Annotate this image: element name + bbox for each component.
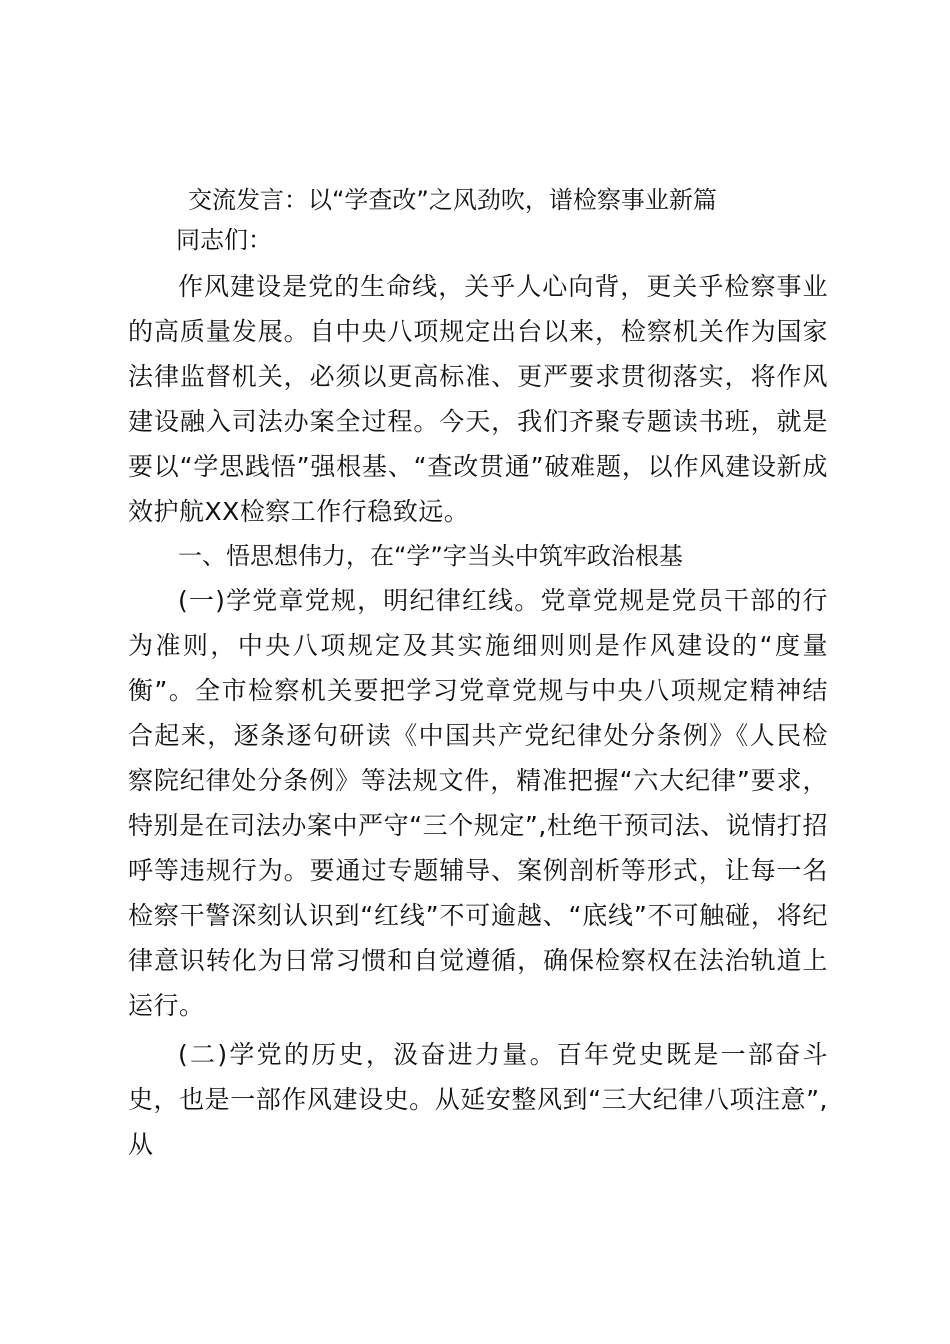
greeting: 同志们： bbox=[176, 226, 272, 254]
document-title: 交流发言：以“学查改”之风劲吹，谱检察事业新篇 bbox=[188, 186, 717, 214]
section1-paragraph-1: (一)学党章党规，明纪律红线。党章党规是党员干部的行为准则，中央八项规定及其实施细则则是作风建设的“度量衡”。全市检察机关要把学习党章党规与中央八项规定精神结合起来，逐条逐句研读《中国共产党纪律处分条例》《人民检察院纪律处分条例》等法规文件，精准把握“六大纪律”要求，特别是在司法办案中严守“三个规定”,杜绝干预司法、说情打招呼等违规行为。要通过专题辅导、案例剖析等形式，让每一名检察干警深刻认识到“红线”不可逾越、“底线”不可触碰，将纪律意识转化为日常习惯和自觉遵循，确保检察权在法治轨道上运行。 bbox=[128, 586, 828, 1020]
document-body bbox=[128, 180, 828, 1167]
intro-paragraph: 作风建设是党的生命线，关乎人心向背，更关乎检察事业的高质量发展。自中央八项规定出台以来，检察机关作为国家法律监督机关，必须以更高标准、更严要求贯彻落实，将作风建设融入司法办案全过程。今天，我们齐聚专题读书班，就是要以“学思践悟”强根基、“查改贯通”破难题，以作风建设新成效护航XX检察工作行稳致远。 bbox=[128, 272, 828, 526]
section-heading-1: 一、悟思想伟力，在“学”字当头中筑牢政治根基 bbox=[178, 542, 683, 570]
section1-paragraph-2: (二)学党的历史，汲奋进力量。百年党史既是一部奋斗史，也是一部作风建设史。从延安整风到“三大纪律八项注意”,从 bbox=[128, 1040, 828, 1159]
